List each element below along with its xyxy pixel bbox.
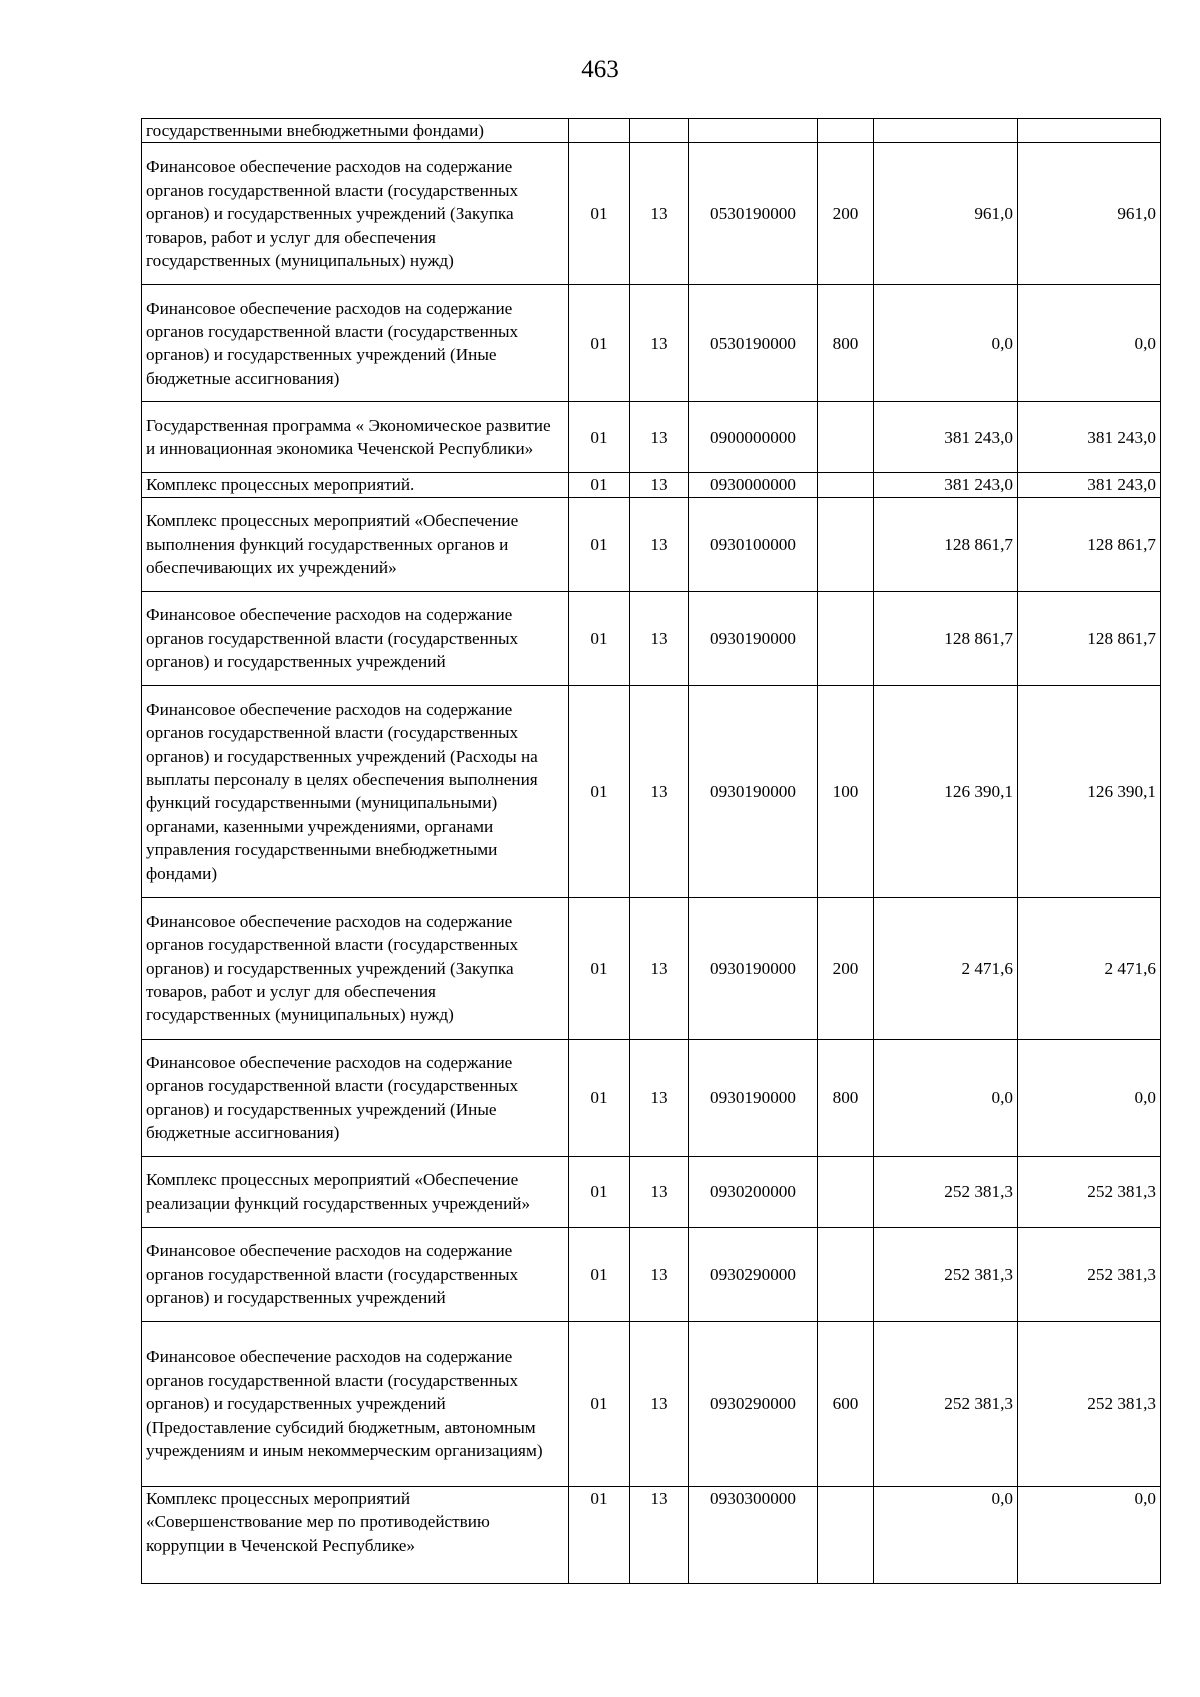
row-name: Финансовое обеспечение расходов на содержание органов государственной власти (государственных органов) и государственных учреждений (Закупка товаров, работ и услуг для обеспечения государственных (муниципальных) нужд) — [142, 897, 569, 1039]
row-target-article: 0930100000 — [689, 497, 818, 591]
row-subsection-code: 13 — [630, 473, 689, 497]
row-amount-1: 252 381,3 — [874, 1227, 1018, 1321]
row-target-article: 0930190000 — [689, 897, 818, 1039]
row-subsection-code: 13 — [630, 285, 689, 402]
row-expense-type: 800 — [818, 1039, 874, 1156]
row-amount-1: 126 390,1 — [874, 685, 1018, 897]
row-section-code: 01 — [569, 1039, 630, 1156]
row-subsection-code: 13 — [630, 685, 689, 897]
row-expense-type — [818, 497, 874, 591]
row-name: Финансовое обеспечение расходов на содержание органов государственной власти (государственных органов) и государственных учреждений (Закупка товаров, работ и услуг для обеспечения государственных (муниципальных) нужд) — [142, 143, 569, 285]
row-expense-type: 100 — [818, 685, 874, 897]
row-section-code: 01 — [569, 1321, 630, 1486]
table-row — [142, 1486, 1161, 1583]
row-subsection-code: 13 — [630, 1486, 689, 1583]
row-amount-1: 252 381,3 — [874, 1156, 1018, 1227]
table-row — [142, 591, 1161, 685]
page-number: 463 — [581, 56, 619, 83]
row-amount-1: 381 243,0 — [874, 402, 1018, 473]
row-section-code: 01 — [569, 285, 630, 402]
row-name: Комплекс процессных мероприятий «Совершенствование мер по противодействию коррупции в Чеченской Республике» — [142, 1486, 569, 1583]
table-row — [142, 143, 1161, 285]
row-subsection-code: 13 — [630, 1156, 689, 1227]
table-row — [142, 473, 1161, 497]
row-section-code — [569, 119, 630, 143]
row-amount-1: 252 381,3 — [874, 1321, 1018, 1486]
row-amount-1: 0,0 — [874, 1039, 1018, 1156]
row-name: Финансовое обеспечение расходов на содержание органов государственной власти (государственных органов) и государственных учреждений — [142, 591, 569, 685]
row-amount-2: 128 861,7 — [1018, 591, 1161, 685]
row-subsection-code — [630, 119, 689, 143]
row-section-code: 01 — [569, 1486, 630, 1583]
row-name: Комплекс процессных мероприятий. — [142, 473, 569, 497]
row-expense-type: 800 — [818, 285, 874, 402]
row-expense-type — [818, 1156, 874, 1227]
row-section-code: 01 — [569, 473, 630, 497]
row-amount-2: 252 381,3 — [1018, 1156, 1161, 1227]
row-section-code: 01 — [569, 897, 630, 1039]
row-name: Финансовое обеспечение расходов на содержание органов государственной власти (государственных органов) и государственных учреждений (Иные бюджетные ассигнования) — [142, 285, 569, 402]
row-section-code: 01 — [569, 497, 630, 591]
row-name: Финансовое обеспечение расходов на содержание органов государственной власти (государственных органов) и государственных учреждений (Иные бюджетные ассигнования) — [142, 1039, 569, 1156]
row-amount-2: 961,0 — [1018, 143, 1161, 285]
row-amount-2 — [1018, 119, 1161, 143]
row-target-article: 0930190000 — [689, 1039, 818, 1156]
table-row — [142, 685, 1161, 897]
row-target-article: 0900000000 — [689, 402, 818, 473]
row-subsection-code: 13 — [630, 1227, 689, 1321]
row-name: Финансовое обеспечение расходов на содержание органов государственной власти (государственных органов) и государственных учреждений — [142, 1227, 569, 1321]
row-expense-type: 200 — [818, 897, 874, 1039]
row-amount-2: 126 390,1 — [1018, 685, 1161, 897]
row-name: Комплекс процессных мероприятий «Обеспечение реализации функций государственных учреждений» — [142, 1156, 569, 1227]
row-target-article: 0530190000 — [689, 285, 818, 402]
table-row — [142, 1039, 1161, 1156]
table-row — [142, 402, 1161, 473]
row-expense-type: 600 — [818, 1321, 874, 1486]
row-name: Комплекс процессных мероприятий «Обеспечение выполнения функций государственных органов и обеспечивающих их учреждений» — [142, 497, 569, 591]
row-expense-type — [818, 591, 874, 685]
row-amount-2: 0,0 — [1018, 285, 1161, 402]
row-target-article: 0930290000 — [689, 1227, 818, 1321]
row-amount-2: 381 243,0 — [1018, 402, 1161, 473]
row-amount-2: 252 381,3 — [1018, 1227, 1161, 1321]
table-row — [142, 119, 1161, 143]
row-name: Государственная программа « Экономическое развитие и инновационная экономика Чеченской Республики» — [142, 402, 569, 473]
row-expense-type — [818, 1227, 874, 1321]
row-name: Финансовое обеспечение расходов на содержание органов государственной власти (государственных органов) и государственных учреждений (Предоставление субсидий бюджетным, автономным учреждениям и иным некоммерческим организациям) — [142, 1321, 569, 1486]
row-expense-type — [818, 402, 874, 473]
row-subsection-code: 13 — [630, 402, 689, 473]
row-section-code: 01 — [569, 591, 630, 685]
row-amount-1: 2 471,6 — [874, 897, 1018, 1039]
row-amount-1: 381 243,0 — [874, 473, 1018, 497]
table-row — [142, 1156, 1161, 1227]
row-target-article: 0930190000 — [689, 685, 818, 897]
table-row — [142, 1227, 1161, 1321]
budget-table-body — [142, 119, 1161, 1584]
row-section-code: 01 — [569, 143, 630, 285]
row-section-code: 01 — [569, 1227, 630, 1321]
row-amount-1: 0,0 — [874, 285, 1018, 402]
row-expense-type: 200 — [818, 143, 874, 285]
row-amount-1 — [874, 119, 1018, 143]
row-target-article: 0530190000 — [689, 143, 818, 285]
row-subsection-code: 13 — [630, 497, 689, 591]
table-row — [142, 1321, 1161, 1486]
row-section-code: 01 — [569, 685, 630, 897]
row-section-code: 01 — [569, 402, 630, 473]
row-subsection-code: 13 — [630, 591, 689, 685]
row-amount-2: 2 471,6 — [1018, 897, 1161, 1039]
budget-table — [141, 118, 1161, 1584]
row-target-article — [689, 119, 818, 143]
row-expense-type — [818, 1486, 874, 1583]
row-target-article: 0930000000 — [689, 473, 818, 497]
row-amount-1: 961,0 — [874, 143, 1018, 285]
row-subsection-code: 13 — [630, 1321, 689, 1486]
row-section-code: 01 — [569, 1156, 630, 1227]
row-amount-1: 128 861,7 — [874, 497, 1018, 591]
table-row — [142, 897, 1161, 1039]
row-name: Финансовое обеспечение расходов на содержание органов государственной власти (государственных органов) и государственных учреждений (Расходы на выплаты персоналу в целях обеспечения выполнения функций государственными (муниципальными) органами, казенными учреждениями, органами управления государственными внебюджетными фондами) — [142, 685, 569, 897]
row-target-article: 0930300000 — [689, 1486, 818, 1583]
row-target-article: 0930290000 — [689, 1321, 818, 1486]
row-subsection-code: 13 — [630, 1039, 689, 1156]
row-amount-2: 0,0 — [1018, 1039, 1161, 1156]
row-amount-2: 252 381,3 — [1018, 1321, 1161, 1486]
row-subsection-code: 13 — [630, 143, 689, 285]
table-row — [142, 497, 1161, 591]
row-target-article: 0930190000 — [689, 591, 818, 685]
table-row — [142, 285, 1161, 402]
row-amount-2: 0,0 — [1018, 1486, 1161, 1583]
row-amount-1: 128 861,7 — [874, 591, 1018, 685]
row-subsection-code: 13 — [630, 897, 689, 1039]
row-expense-type — [818, 473, 874, 497]
row-amount-1: 0,0 — [874, 1486, 1018, 1583]
row-name: государственными внебюджетными фондами) — [142, 119, 569, 143]
row-amount-2: 381 243,0 — [1018, 473, 1161, 497]
row-target-article: 0930200000 — [689, 1156, 818, 1227]
row-expense-type — [818, 119, 874, 143]
row-amount-2: 128 861,7 — [1018, 497, 1161, 591]
